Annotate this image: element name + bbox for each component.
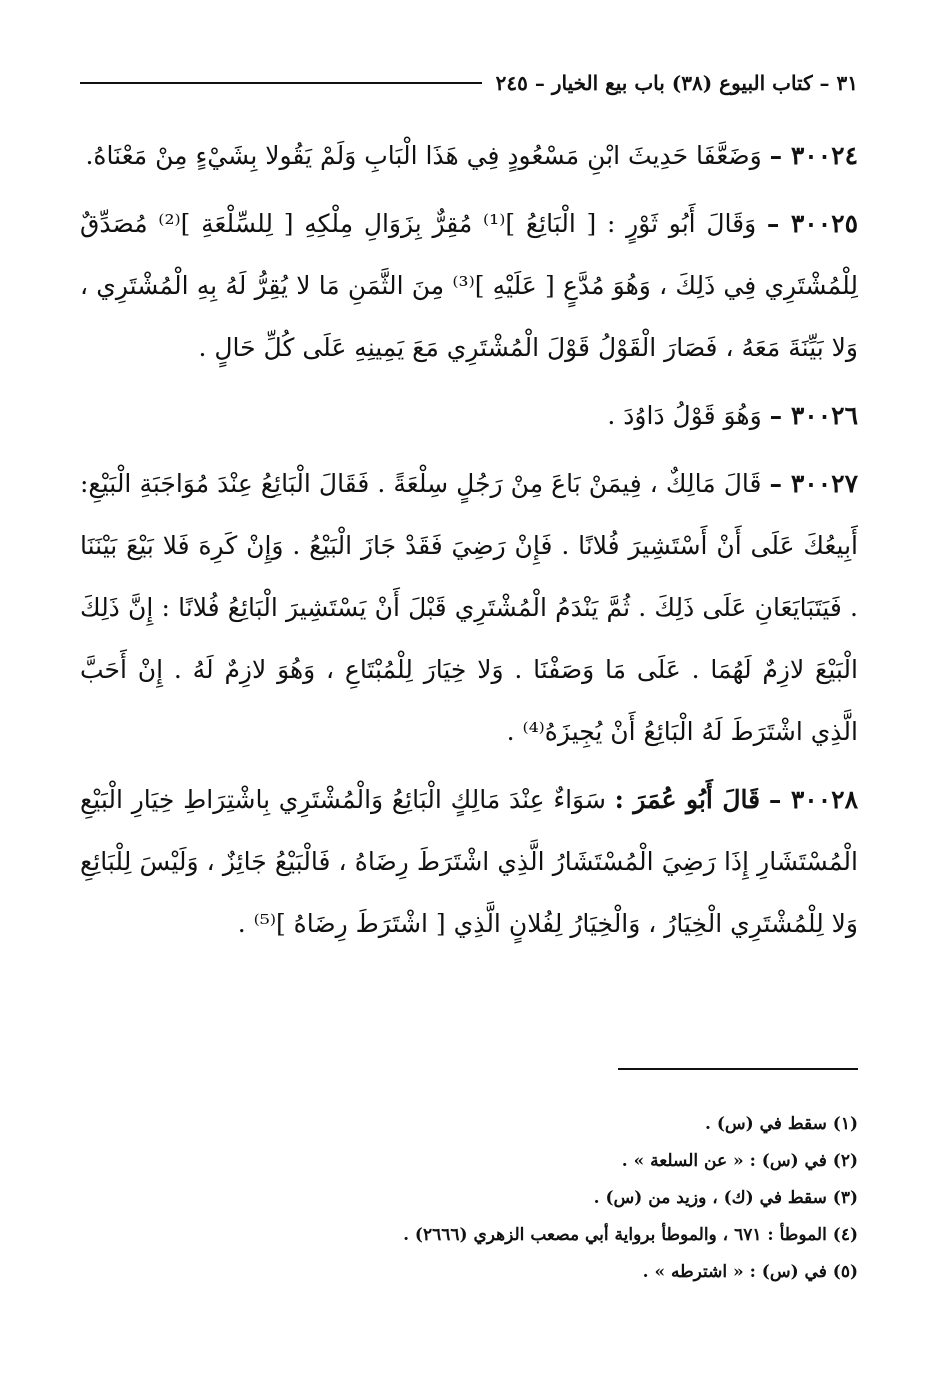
paragraph-bold-lead: قَالَ أَبُو عُمَرَ : <box>614 785 761 814</box>
footnotes <box>80 1106 858 1291</box>
footnote-5: (٥) في (س) : « اشترطه » . <box>642 1262 858 1282</box>
running-header-title: ٣١ – كتاب البيوع (٣٨) باب بيع الخيار – ٢٤٥ <box>495 71 858 95</box>
footnote-separator <box>618 1068 858 1070</box>
paragraph-number: ٣٠٠٢٦ – <box>769 401 858 430</box>
paragraph-text: وَضَعَّفَا حَدِيثَ ابْنِ مَسْعُودٍ فِي هَذَا الْبَابِ وَلَمْ يَقُولا بِشَيْءٍ مِنْ مَعْنَاهُ. <box>85 141 762 170</box>
footnote-4: (٤) الموطأ : ٦٧١ ، والموطأ برواية أبي مصعب الزهري (٢٦٦٦) . <box>403 1225 858 1245</box>
footnote-3: (٣) سقط في (ك) ، وزيد من (س) . <box>593 1188 858 1208</box>
paragraph-30028 <box>80 769 858 955</box>
paragraph-text: سَوَاءٌ عِنْدَ مَالِكٍ الْبَائِعُ وَالْمُشْتَرِي بِاشْتِرَاطِ خِيَارِ الْبَيْعِ الْمُسْتَشَارِ إِذَا رَضِيَ الْمُسْتَشَارُ الَّذِي اشْتَرَطَ رِضَاهُ ، فَالْبَيْعُ جَائِزٌ ، وَلَيْسَ لِلْبَائِعِ وَلا لِلْمُشْتَرِي الْخِيَارُ ، وَالْخِيَارُ لِفُلانٍ الَّذِي [ اشْتَرَطَ رِضَاهُ ]⁽⁵⁾ . <box>80 785 858 938</box>
paragraph-30025 <box>80 193 858 379</box>
paragraph-30024 <box>80 125 858 187</box>
main-text <box>80 125 858 955</box>
header-rule <box>80 82 482 84</box>
paragraph-text: وَقَالَ أَبُو ثَوْرٍ : [ الْبَائِعُ ]⁽¹⁾ مُقِرٌّ بِزَوَالِ مِلْكِهِ [ لِلسِّلْعَةِ ]⁽²⁾ مُصَدِّقٌ لِلْمُشْتَرِي فِي ذَلِكَ ، وَهُوَ مُدَّعٍ [ عَلَيْهِ ]⁽³⁾ مِنَ الثَّمَنِ مَا لا يُقِرُّ لَهُ بِهِ الْمُشْتَرِي ، وَلا بَيِّنَةَ مَعَهُ ، فَصَارَ الْقَوْلُ قَوْلَ الْمُشْتَرِي مَعَ يَمِينِهِ عَلَى كُلِّ حَالٍ . <box>80 209 858 362</box>
running-header <box>80 66 858 100</box>
paragraph-number: ٣٠٠٢٨ – <box>768 785 858 814</box>
paragraph-30026 <box>80 385 858 447</box>
paragraph-number: ٣٠٠٢٤ – <box>769 141 858 170</box>
paragraph-number: ٣٠٠٢٥ – <box>766 209 858 238</box>
footnote-1: (١) سقط في (س) . <box>705 1114 858 1134</box>
paragraph-text: وَهُوَ قَوْلُ دَاوُدَ . <box>607 401 762 430</box>
paragraph-number: ٣٠٠٢٧ – <box>769 469 858 498</box>
paragraph-text: قَالَ مَالِكٌ ، فِيمَنْ بَاعَ مِنْ رَجُلٍ سِلْعَةً . فَقَالَ الْبَائِعُ عِنْدَ مُوَاجَبَةِ الْبَيْعِ: أَبِيعُكَ عَلَى أَنْ أَسْتَشِيرَ فُلانًا . فَإِنْ رَضِيَ فَقَدْ جَازَ الْبَيْعُ . وَإِنْ كَرِهَ فَلا بَيْعَ بَيْنَنَا . فَيَتَبَايَعَانِ عَلَى ذَلِكَ . ثُمَّ يَنْدَمُ الْمُشْتَرِي قَبْلَ أَنْ يَسْتَشِيرَ الْبَائِعُ فُلانًا : إِنَّ ذَلِكَ الْبَيْعَ لازِمٌ لَهُمَا . عَلَى مَا وَصَفْنَا . وَلا خِيَارَ لِلْمُبْتَاعِ ، وَهُوَ لازِمٌ لَهُ . إِنْ أَحَبَّ الَّذِي اشْتَرَطَ لَهُ الْبَائِعُ أَنْ يُجِيزَهُ⁽⁴⁾ . <box>80 469 858 746</box>
paragraph-30027 <box>80 453 858 763</box>
footnote-2: (٢) في (س) : « عن السلعة » . <box>621 1151 858 1171</box>
